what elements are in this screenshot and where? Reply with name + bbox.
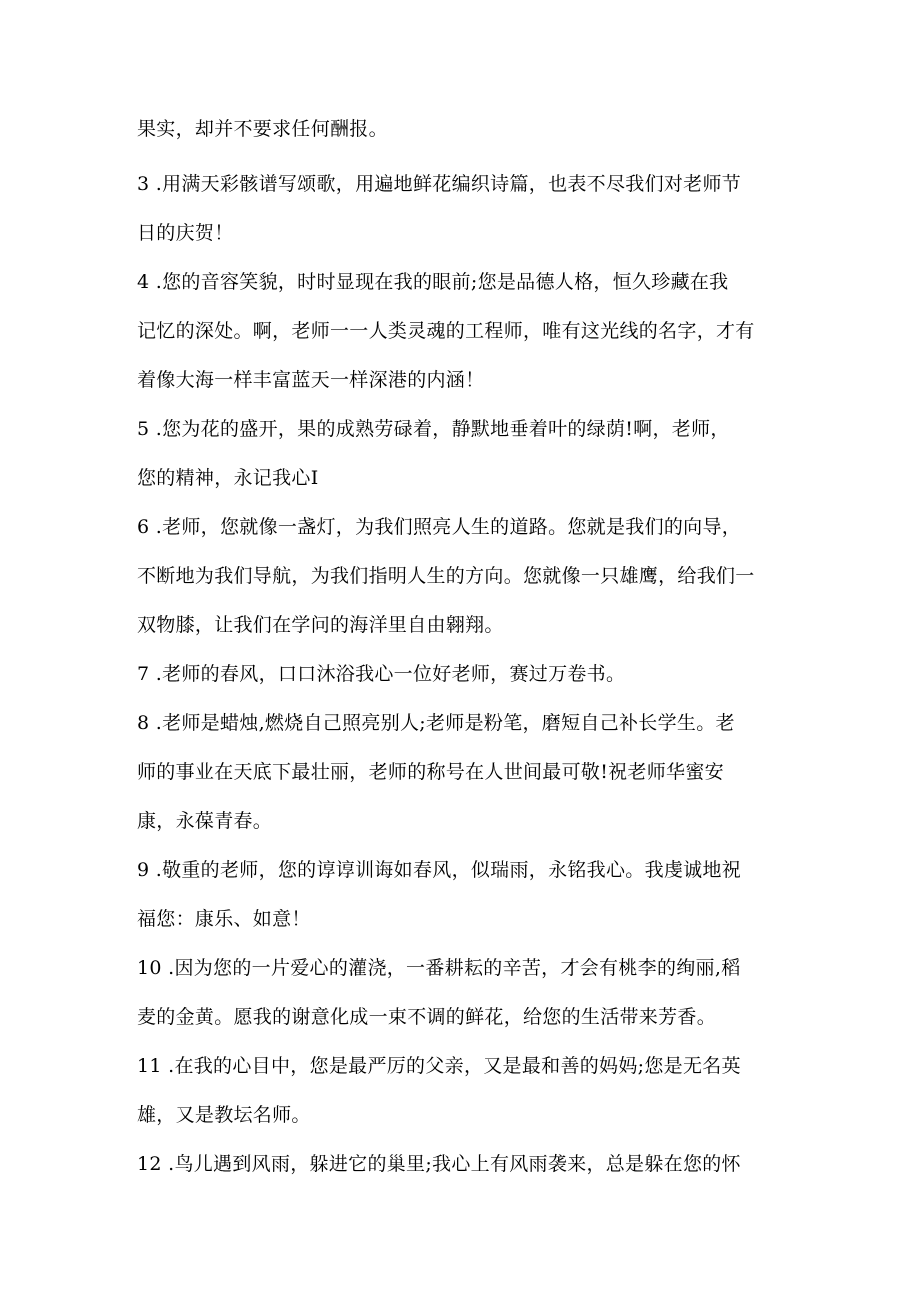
text-line: 果实，却并不要求任何酬报。 <box>137 118 388 140</box>
text-line: 10 .因为您的一片爱心的灌浇，一番耕耘的辛苦，才会有桃李的绚丽,稻 <box>137 957 741 979</box>
text-line: 雄，又是教坛名师。 <box>137 1104 311 1126</box>
text-line: 3 .用满天彩骸谱写颂歌，用遍地鲜花编织诗篇，也表不尽我们对老师节 <box>137 173 742 195</box>
text-line: 记忆的深处。啊，老师一一人类灵魂的工程师，唯有这光线的名字，才有 <box>137 320 755 342</box>
text-line: 4 .您的音容笑貌，时时显现在我的眼前;您是品德人格，恒久珍藏在我 <box>137 271 729 293</box>
text-line: 5 .您为花的盛开，果的成熟劳碌着，静默地垂着叶的绿荫!啊，老师， <box>137 418 730 440</box>
text-line: 双物膝，让我们在学问的海洋里自由翱翔。 <box>137 614 504 636</box>
text-line: 师的事业在天底下最壮丽，老师的称号在人世间最可敬!祝老师华蜜安 <box>137 761 724 783</box>
text-line: 康，永葆青春。 <box>137 810 273 832</box>
text-line: 不断地为我们导航，为我们指明人生的方向。您就像一只雄鹰，给我们一 <box>137 565 755 587</box>
text-line: 12 .鸟儿遇到风雨，躲进它的巢里;我心上有风雨袭来，总是躲在您的怀 <box>137 1153 741 1175</box>
text-line: 您的精神，永记我心I <box>137 467 319 489</box>
text-line: 8 .老师是蜡烛,燃烧自己照亮别人;老师是粉笔，磨短自己补长学生。老 <box>137 712 735 734</box>
text-line: 福您：康乐、如意！ <box>137 908 311 930</box>
text-line: 7 .老师的春风，口口沐浴我心一位好老师，赛过万卷书。 <box>137 663 626 685</box>
text-line: 11 .在我的心目中，您是最严厉的父亲，又是最和善的妈妈;您是无名英 <box>137 1055 741 1077</box>
text-line: 6 .老师，您就像一盏灯，为我们照亮人生的道路。您就是我们的向导， <box>137 516 742 538</box>
text-line: 着像大海一样丰富蓝天一样深港的内涵！ <box>137 369 485 391</box>
text-line: 麦的金黄。愿我的谢意化成一束不调的鲜花，给您的生活带来芳香。 <box>137 1006 717 1028</box>
text-line: 日的庆贺！ <box>137 222 234 244</box>
text-line: 9 .敬重的老师，您的谆谆训诲如春风，似瑞雨，永铭我心。我虔诚地祝 <box>137 859 742 881</box>
